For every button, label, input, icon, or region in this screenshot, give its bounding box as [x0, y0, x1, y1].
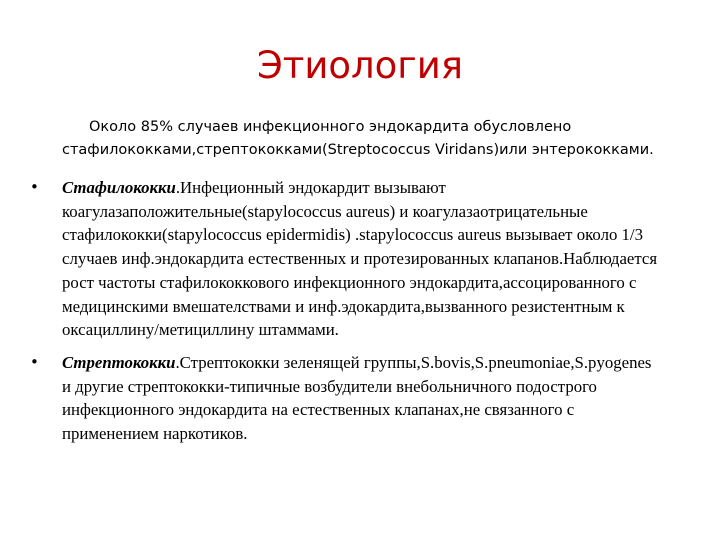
bullet-marker: •: [30, 178, 39, 196]
bullet-text-staphylococci: .Инфеционный эндокардит вызывают коагулазаположительные(stapylococcus aureus) и коагулазаотрицательные стафилококки(stapylococcus epidermidis) .stapylococcus aureus вызывает около 1/3 случаев инф.эндокардита естественных и протезированных клапанов.Наблюдается рост частоты стафилококкового инфекционного эндокардита,ассоцированного с медицинскими вмешателствами и инф.эдокардита,вызванного резистентным к оксациллину/метициллину штаммами.: [62, 178, 658, 340]
intro-paragraph: [62, 116, 702, 162]
bullet-term-streptococci: Стрептококки: [62, 352, 176, 372]
intro-text: Около 85% случаев инфекционного эндокардита обусловлено стафилококками,стрептококками(Streptococcus Viridans)или энтерококками.: [62, 119, 654, 158]
bullet-staphylococci: [0, 176, 662, 342]
bullet-term-staphylococci: Стафилококки: [62, 178, 176, 197]
bullet-list: [0, 176, 720, 455]
bullet-text-streptococci: .Стрептококки зеленящей группы,S.bovis,S.pneumoniae,S.pyogenes и другие стрептококки-типичные возбудители внебольничного подострого инфекционного эндокардита на естественных клапанах,не связанного с применением наркотиков.: [62, 352, 652, 444]
slide-title: Этиология: [256, 44, 464, 87]
bullet-streptococci: [0, 351, 662, 446]
bullet-marker: •: [30, 352, 39, 371]
